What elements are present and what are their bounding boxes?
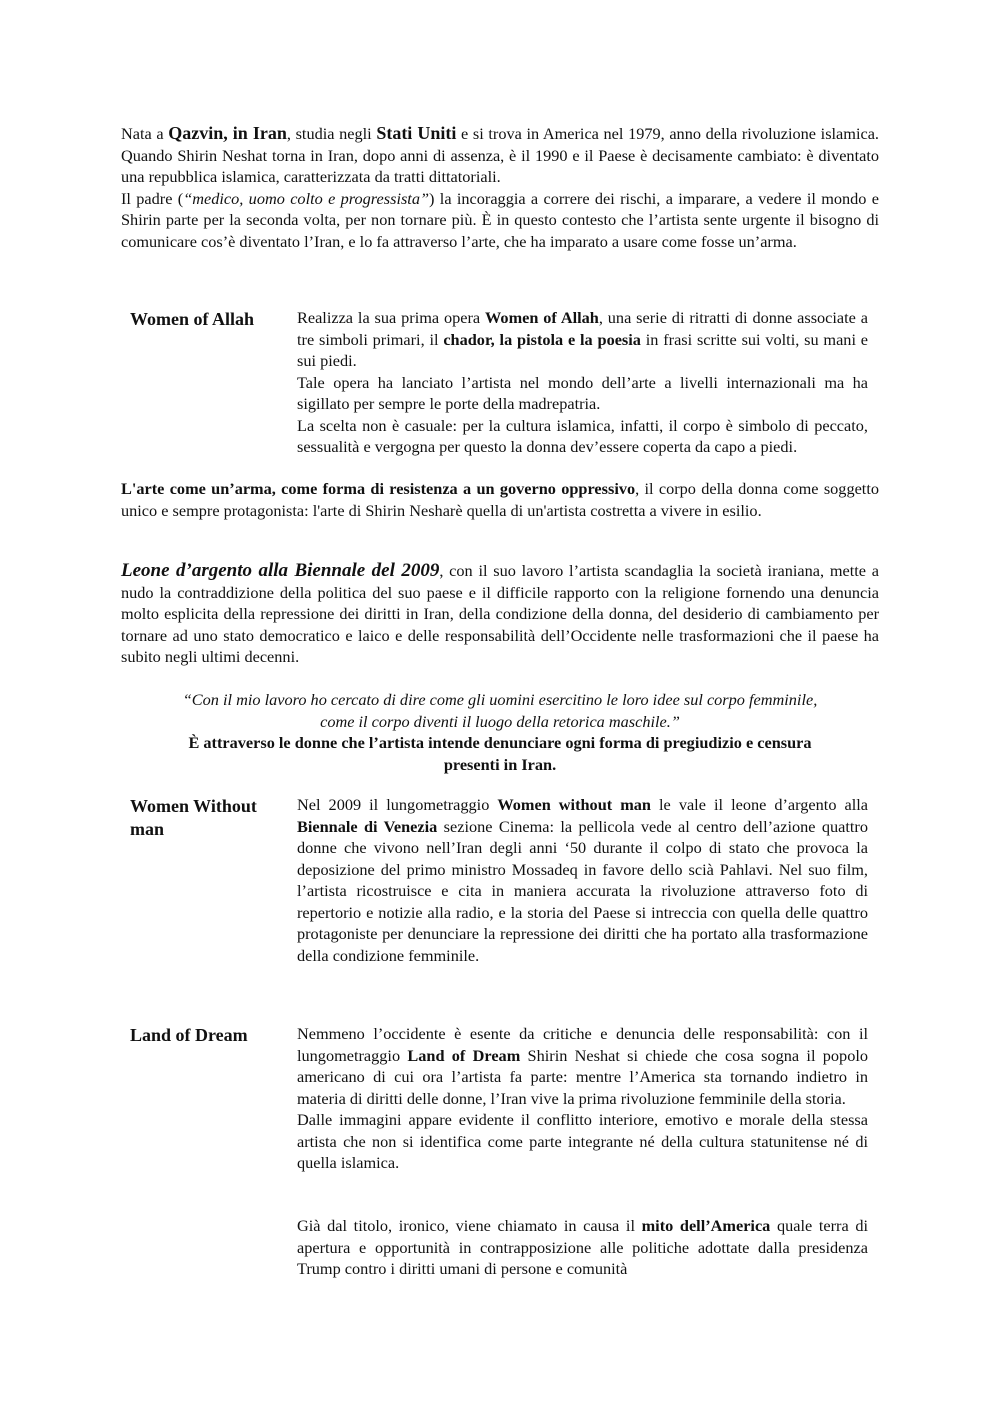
paragraph: [121, 560, 879, 668]
text: Realizza la sua prima opera: [297, 308, 486, 327]
text: Nemmeno l’occidente è esente da critiche e denuncia delle responsabilità: con il lungometraggio: [297, 1024, 868, 1065]
paragraph: [297, 1023, 868, 1109]
women-of-allah-title: Women of Allah: [130, 309, 255, 329]
text: sezione Cinema: la pellicola vede al centro dell’azione quattro donne che vivono nell’Iran degli anni ‘50 durante il colpo di stato che provoca la deposizione del primo ministro Mossadeq in favore dello scià Pahlavi. Nel suo film, l’artista ricostruisce e cita in maniera accurata la rivoluzione attraverso foto di repertorio e notizie alla radio, e la storia del Paese si intreccia con quella delle quattro protagoniste per denunciare la repressione dei diritti che ha portato alla trasformazione della condizione femminile.: [297, 816, 868, 965]
statement-line: [121, 754, 879, 776]
bold-text: chador, la pistola e la poesia: [443, 329, 641, 349]
usa-bold: Stati Uniti: [376, 123, 457, 143]
land-of-dream-body-2: [297, 1215, 868, 1280]
text: , una serie di ritratti di donne associate a tre simboli primari, il: [297, 308, 869, 349]
paragraph: [121, 478, 879, 521]
statement-line: [121, 732, 879, 754]
birthplace-bold: Qazvin, in Iran: [168, 123, 287, 143]
women-without-man-title: Women Without man: [130, 796, 257, 839]
paragraph: Dalle immagini appare evidente il conflitto interiore, emotivo e morale della stessa artista che non si identifica come parte integrante né della cultura statunitense né di quella islamica.: [297, 1110, 868, 1172]
bold-text: mito dell’America: [641, 1216, 771, 1235]
text: Nata a: [121, 124, 169, 143]
paragraph: [297, 794, 868, 966]
quote-line: [121, 689, 879, 711]
text: in frasi scritte sui volti, su mani e sui piedi.: [297, 329, 869, 370]
text: , studia negli: [286, 124, 377, 143]
women-without-man-body: [297, 794, 868, 966]
text: , il corpo della donna come soggetto unico e sempre protagonista: l'arte di Shirin Nesharè quella di un'artista costretta a vivere in esilio.: [121, 479, 879, 520]
paragraph: Tale opera ha lanciato l’artista nel mondo dell’arte a livelli internazionali ma ha sigillato per sempre le porte della madrepatria.: [297, 372, 868, 413]
text: come il corpo diventi il luogo della retorica maschile.”: [320, 711, 680, 731]
text: Nel 2009 il lungometraggio: [297, 795, 498, 814]
bold-text: Women without man: [497, 795, 651, 814]
paragraph: [297, 307, 868, 372]
text: , con il suo lavoro l’artista scandaglia la società iraniana, mette a nudo la contraddizione della politica del suo paese e il difficile rapporto con la religione fornendo una denuncia molto esplicita della repressione dei diritti in Iran, della condizione della donna, del desiderio di cambiamento per tornare ad uno stato democratico e laico e delle responsabilità dell’Occidente nelle trasformazioni che il paese ha subito negli ultimi decenni.: [121, 561, 879, 666]
bold-text: Women of Allah: [485, 308, 599, 327]
intro-section: [121, 123, 879, 252]
text: quale terra di apertura e opportunità in contrapposizione alle politiche adottate dalla presidenza Trump contro i diritti umani di persone e comunità: [297, 1216, 868, 1278]
quote-line: [121, 711, 879, 733]
text: e si trova in America nel 1979, anno della rivoluzione islamica. Quando Shirin Neshat torna in Iran, dopo anni di assenza, è il 1990 e il Paese è decisamente cambiato: è diventato una repubblica islamica, caratterizzata da tratti dittatoriali.: [121, 124, 879, 186]
text: Già dal titolo, ironico, viene chiamato in causa il: [297, 1216, 642, 1235]
text: ) la incoraggia a correre dei rischi, a imparare, a vedere il mondo e Shirin parte per la seconda volta, per non tornare più. È in questo contesto che l’artista sente urgente il bisogno di comunicare cos’è diventato l’Iran, e lo fa attraverso l’arte, che ha imparato a usare come fosse un’arma.: [121, 188, 880, 251]
text: “Con il mio lavoro ho cercato di dire come gli uomini esercitino le loro idee sul corpo femminile,: [182, 690, 818, 709]
arte-arma-section: [121, 478, 879, 521]
bold-text: Biennale di Venezia: [297, 816, 438, 836]
land-of-dream-body: [297, 1023, 868, 1174]
women-of-allah-body: [297, 307, 868, 458]
award-heading: Leone d’argento alla Biennale del 2009: [121, 560, 440, 581]
text: le vale il leone d’argento alla: [650, 795, 869, 814]
paragraph: La scelta non è casuale: per la cultura islamica, infatti, il corpo è simbolo di peccato, sessualità e vergogna per questo la donna dev’essere coperta da capo a piedi.: [297, 415, 868, 456]
father-quote: “medico, uomo colto e progressista”: [183, 188, 430, 208]
quote-section: [121, 689, 879, 775]
intro-paragraph-2: [121, 188, 879, 253]
leone-section: [121, 560, 879, 668]
bold-text: L'arte come un’arma, come forma di resistenza a un governo oppressivo: [121, 479, 636, 498]
intro-paragraph-1: [121, 123, 879, 188]
paragraph: [297, 1215, 868, 1280]
bold-text: Land of Dream: [407, 1045, 521, 1065]
text: presenti in Iran.: [443, 754, 557, 774]
text: È attraverso le donne che l’artista intende denunciare ogni forma di pregiudizio e censura: [188, 733, 812, 752]
land-of-dream-title: Land of Dream: [130, 1025, 248, 1045]
text: Il padre (: [121, 188, 184, 208]
text: Shirin Neshat si chiede che cosa sogna il popolo americano di cui ora l’artista fa parte: mentre l’America sta tornando indietro in materia di diritti delle donne, l’Iran vive la prima rivoluzione femminile della storia.: [297, 1045, 868, 1108]
